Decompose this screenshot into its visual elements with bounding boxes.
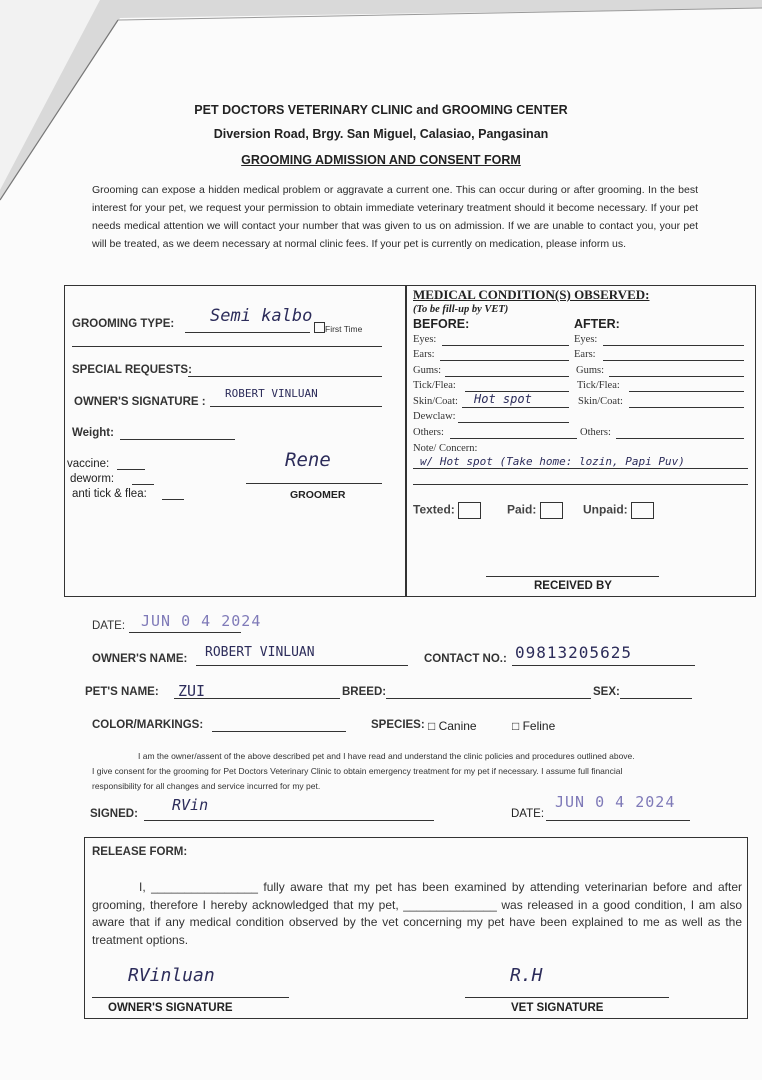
after-eyes-line[interactable] [603, 345, 744, 346]
release-owner-signature[interactable]: RVinluan [128, 965, 215, 986]
column-divider [405, 285, 407, 597]
groomer-label: GROOMER [290, 489, 346, 501]
before-gums-line[interactable] [445, 376, 569, 377]
medical-title: MEDICAL CONDITION(S) OBSERVED: [413, 287, 650, 302]
note-value[interactable]: w/ Hot spot (Take home: lozin, Papi Puv) [420, 455, 685, 468]
vaccine-label: vaccine: [67, 458, 110, 470]
contact-label: CONTACT NO.: [424, 653, 507, 665]
before-ears-line[interactable] [440, 360, 569, 361]
vaccine-line[interactable] [117, 469, 145, 470]
owner-name-value[interactable]: ROBERT VINLUAN [205, 645, 315, 660]
species-label: SPECIES: [371, 719, 425, 731]
note-line-1 [413, 468, 748, 469]
antitick-line[interactable] [162, 499, 184, 500]
color-line[interactable] [212, 731, 346, 732]
after-ears-label: Ears: [574, 349, 596, 360]
owner-signature-line [210, 406, 382, 407]
date-stamp: JUN 0 4 2024 [141, 612, 262, 630]
weight-label: Weight: [72, 427, 114, 439]
grooming-medical-box [64, 285, 756, 597]
signed-label: SIGNED: [90, 808, 138, 820]
skin-coat-value[interactable]: Hot spot [474, 392, 532, 406]
deworm-line[interactable] [132, 484, 154, 485]
owner-signature-value[interactable]: ROBERT VINLUAN [225, 387, 318, 400]
sex-label: SEX: [593, 686, 620, 698]
before-tickflea-label: Tick/Flea: [413, 380, 456, 391]
weight-line[interactable] [120, 439, 235, 440]
paid-checkbox[interactable] [540, 502, 563, 519]
release-vet-signature[interactable]: R.H [510, 965, 543, 986]
release-vet-line [465, 997, 669, 998]
deworm-label: deworm: [70, 473, 115, 485]
before-eyes-label: Eyes: [413, 334, 437, 345]
after-gums-line[interactable] [609, 376, 744, 377]
before-gums-label: Gums: [413, 365, 442, 376]
after-skincoat-line[interactable] [629, 407, 744, 408]
color-label: COLOR/MARKINGS: [92, 719, 204, 731]
after-tickflea-label: Tick/Flea: [577, 380, 620, 391]
grooming-type-value[interactable]: Semi kalbo [210, 306, 313, 326]
texted-label: Texted: [413, 502, 455, 517]
before-ears-label: Ears: [413, 349, 435, 360]
date-line [129, 632, 241, 633]
date-label: DATE: [92, 620, 126, 632]
received-by-label: RECEIVED BY [534, 580, 612, 592]
consent-date-label: DATE: [511, 808, 545, 820]
before-eyes-line[interactable] [442, 345, 569, 346]
before-label: BEFORE: [413, 317, 470, 331]
special-requests-line [188, 376, 382, 377]
after-ears-line[interactable] [603, 360, 744, 361]
groomer-signature[interactable]: Rene [285, 449, 331, 471]
grooming-type-line-2 [72, 346, 382, 347]
note-line-2 [413, 484, 748, 485]
texted-field [413, 502, 481, 519]
unpaid-label: Unpaid: [583, 502, 628, 517]
note-label: Note/ Concern: [413, 443, 478, 454]
consent-date-line [546, 820, 690, 821]
release-vet-label: VET SIGNATURE [511, 1002, 604, 1014]
consent-text-3: responsibility for all changes and service incurred for my pet. [92, 781, 321, 791]
signed-line[interactable] [144, 820, 434, 821]
grooming-type-line [185, 332, 310, 333]
after-others-line[interactable] [616, 438, 744, 439]
owner-name-label: OWNER'S NAME: [92, 653, 188, 665]
before-others-label: Others: [413, 427, 444, 438]
clinic-name: PET DOCTORS VETERINARY CLINIC and GROOMING CENTER [194, 103, 568, 117]
after-skincoat-label: Skin/Coat: [578, 396, 623, 407]
unpaid-checkbox[interactable] [631, 502, 654, 519]
unpaid-field [583, 502, 654, 519]
antitick-label: anti tick & flea: [72, 488, 147, 500]
consent-text-1: I am the owner/assent of the above described pet and I have read and understand the clinic policies and procedures outlined above. [138, 751, 635, 761]
breed-label: BREED: [342, 686, 387, 698]
before-others-line[interactable] [450, 438, 577, 439]
before-skincoat-line[interactable] [462, 407, 569, 408]
medical-subtitle: (To be fill-up by VET) [413, 304, 509, 315]
intro-paragraph: Grooming can expose a hidden medical problem or aggravate a current one. This can occur during or after grooming. In the best interest for your pet, we request your permission to obtain immediate veterinary treatment should it become necessary. If your pet needs medical attention we will contact your number that was given to us on admission. If we are unable to contact you, your pet will be treated, as we deem necessary at normal clinic fees. If your pet is currently on medication, please inform us. [92, 184, 698, 250]
after-tickflea-line[interactable] [629, 391, 744, 392]
first-time-checkbox[interactable] [314, 319, 362, 337]
first-time-label: First Time [325, 324, 363, 334]
form-title: GROOMING ADMISSION AND CONSENT FORM [241, 153, 521, 167]
received-by-line [486, 576, 659, 577]
consent-date-stamp: JUN 0 4 2024 [555, 793, 676, 811]
before-dewclaw-line[interactable] [458, 422, 569, 423]
texted-checkbox[interactable] [458, 502, 481, 519]
after-eyes-label: Eyes: [574, 334, 598, 345]
sex-line[interactable] [620, 698, 692, 699]
after-label: AFTER: [574, 317, 620, 331]
release-body: I, ________________ fully aware that my pet has been examined by attending veterinarian before and after grooming, therefore I hereby acknowledged that my pet, ______________ was released in a good condition, I am also aware that if any medical condition observed by the vet concerning my pet have been explained to me as well as the treatment options. [92, 880, 742, 947]
owner-signature-label: OWNER'S SIGNATURE : [74, 396, 206, 408]
feline-option[interactable]: □ Feline [512, 719, 556, 733]
pet-name-label: PET'S NAME: [85, 686, 159, 698]
clinic-address: Diversion Road, Brgy. San Miguel, Calasiao, Pangasinan [213, 127, 549, 141]
breed-line[interactable] [386, 698, 591, 699]
pet-name-value[interactable]: ZUI [178, 682, 206, 700]
owner-name-line[interactable] [196, 665, 408, 666]
release-title: RELEASE FORM: [92, 846, 188, 858]
groomer-line [246, 483, 382, 484]
contact-line[interactable] [512, 665, 695, 666]
canine-option[interactable]: □ Canine [428, 719, 477, 733]
before-skincoat-label: Skin/Coat: [413, 396, 458, 407]
special-requests-label: SPECIAL REQUESTS: [72, 364, 192, 376]
paid-field [507, 502, 563, 519]
after-gums-label: Gums: [576, 365, 605, 376]
after-others-label: Others: [580, 427, 611, 438]
contact-value[interactable]: 09813205625 [515, 643, 632, 662]
before-dewclaw-label: Dewclaw: [413, 411, 456, 422]
paid-label: Paid: [507, 502, 537, 517]
signed-value[interactable]: RVin [172, 796, 209, 814]
release-owner-line [92, 997, 289, 998]
release-owner-label: OWNER'S SIGNATURE [108, 1002, 233, 1014]
consent-text-2: I give consent for the grooming for Pet Doctors Veterinary Clinic to obtain emergency treatment for my pet if necessary. I assume full financial [92, 766, 623, 776]
grooming-type-label: GROOMING TYPE: [72, 318, 175, 330]
